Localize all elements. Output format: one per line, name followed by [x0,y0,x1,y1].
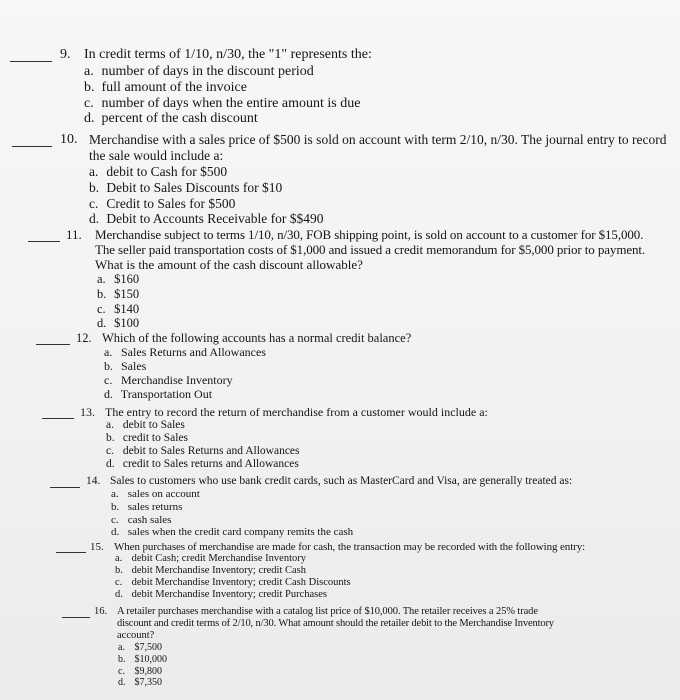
option-b: b. $150 [97,287,140,301]
option-a: a. sales on account [111,488,200,500]
answer-blank[interactable] [62,617,90,618]
option-b: b. Debit to Sales Discounts for $10 [89,180,283,195]
question-stem: account? [117,630,155,641]
question-number: 13. [80,405,95,419]
question-stem: discount and credit terms of 2/10, n/30. What amount should the retailer debit to the Merchandise Inventory [117,618,554,629]
option-c: c. debit to Sales Returns and Allowances [106,445,300,457]
question-stem: When purchases of merchandise are made for cash, the transaction may be recorded with the following entry: [114,541,586,553]
answer-blank[interactable] [36,344,70,345]
question-number: 12. [76,331,92,345]
option-d: d. $7,350 [118,677,162,688]
question-number: 16. [94,606,108,617]
question-number: 10. [60,132,78,147]
option-a: a. Sales Returns and Allowances [104,345,266,359]
option-c: c. $9,800 [118,666,162,677]
option-c: c. $140 [97,302,140,316]
answer-blank[interactable] [42,418,74,419]
question-stem: What is the amount of the cash discount allowable? [95,257,363,272]
option-b: b. Sales [104,359,147,373]
question-stem: Merchandise with a sales price of $500 is sold on account with term 2/10, n/30. The journal entry to record [89,132,667,147]
question-stem: A retailer purchases merchandise with a catalog list price of $10,000. The retailer receives a 25% trade [117,606,538,617]
option-a: a. debit to Sales [106,419,185,431]
option-d: d. $100 [97,316,140,330]
option-b: b. debit Merchandise Inventory; credit Cash [115,565,306,576]
option-d: d. sales when the credit card company remits the cash [111,526,354,538]
option-d: d. percent of the cash discount [84,111,258,126]
question-stem: the sale would include a: [89,148,224,163]
option-a: a. number of days in the discount period [84,64,314,79]
question-number: 14. [86,475,101,487]
option-d: d. credit to Sales returns and Allowances [106,458,299,470]
option-b: b. full amount of the invoice [84,80,247,95]
option-d: d. Transportation Out [104,387,213,401]
option-a: a. debit to Cash for $500 [89,164,228,179]
option-d: d. Debit to Accounts Receivable for $$490 [89,211,324,226]
option-a: a. debit Cash; credit Merchandise Inventory [115,553,306,564]
question-stem: The seller paid transportation costs of $1,000 and issued a credit memorandum for $5,000 prior to payment. [95,242,646,257]
question-number: 9. [60,47,71,62]
question-stem: Merchandise subject to terms 1/10, n/30, FOB shipping point, is sold on account to a customer for $15,000. [95,227,644,242]
question-stem: In credit terms of 1/10, n/30, the "1" represents the: [84,47,372,62]
question-number: 11. [66,227,82,242]
question-stem: Sales to customers who use bank credit cards, such as MasterCard and Visa, are generally treated as: [110,475,573,487]
option-c: c. Credit to Sales for $500 [89,196,236,211]
option-a: a. $7,500 [118,642,162,653]
question-stem: Which of the following accounts has a normal credit balance? [102,331,412,345]
option-d: d. debit Merchandise Inventory; credit Purchases [115,589,327,600]
option-c: c. Merchandise Inventory [104,373,233,387]
option-b: b. sales returns [111,501,183,513]
question-number: 15. [90,541,104,553]
answer-blank[interactable] [56,552,86,553]
option-b: b. $10,000 [118,654,167,665]
option-c: c. number of days when the entire amount is due [84,96,361,111]
answer-blank[interactable] [10,61,52,62]
option-c: c. debit Merchandise Inventory; credit Cash Discounts [115,577,351,588]
answer-blank[interactable] [50,487,80,488]
option-c: c. cash sales [111,514,172,526]
question-stem: The entry to record the return of merchandise from a customer would include a: [105,405,488,419]
answer-blank[interactable] [12,146,52,147]
answer-blank[interactable] [28,241,60,242]
option-a: a. $160 [97,272,140,286]
option-b: b. credit to Sales [106,432,189,444]
